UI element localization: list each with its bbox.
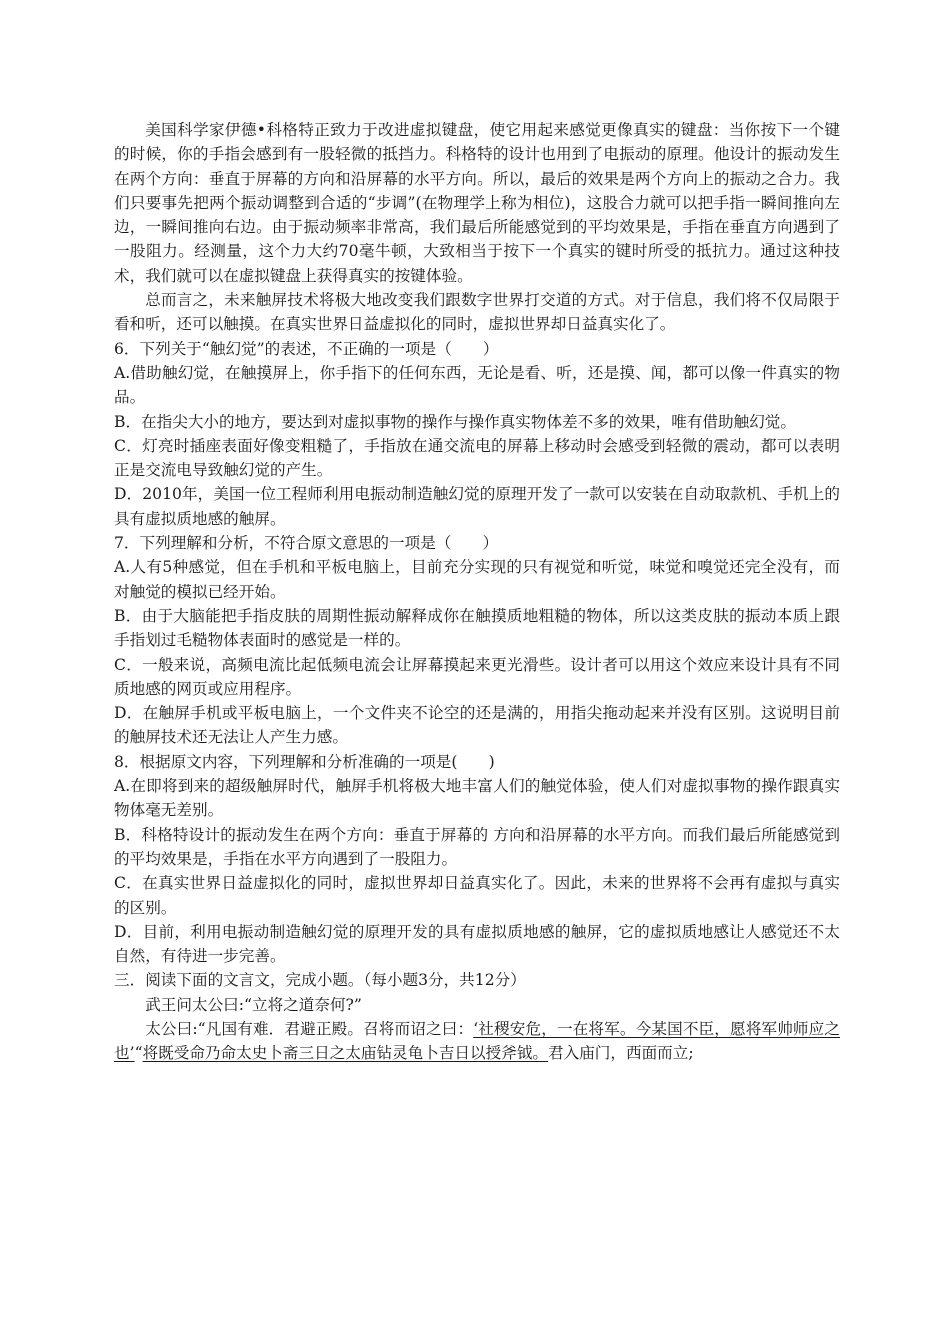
question-7 — [114, 531, 840, 750]
section-heading: 三．阅读下面的文言文，完成小题。（每小题3分，共12分） — [114, 971, 526, 990]
question-stem: 8．根据原文内容，下列理解和分析准确的一项是( ) — [114, 752, 495, 771]
option-c: C．一般来说，高频电流比起低频电流会让屏幕摸起来更光滑些。设计者可以用这个效应来设计具有不同质地感的网页或应用程序。 — [114, 655, 840, 698]
option-b: B．在指尖大小的地方，要达到对虚拟事物的操作与操作真实物体差不多的效果，唯有借助触幻觉。 — [114, 412, 796, 431]
classical-text-segment: 君入庙门，西面而立; — [548, 1044, 694, 1063]
underlined-sentence: 将既受命乃命太史卜斋三日之太庙钻灵龟卜吉日以授斧钺。 — [142, 1044, 548, 1063]
passage-paragraph: 总而言之，未来触屏技术将极大地改变我们跟数字世界打交道的方式。对于信息，我们将不仅局限于看和听，还可以触摸。在真实世界日益虚拟化的同时，虚拟世界却日益真实化了。 — [114, 291, 840, 334]
option-b: B．由于大脑能把手指皮肤的周期性振动解释成你在触摸质地粗糙的物体，所以这类皮肤的振动本质上跟手指划过毛糙物体表面时的感觉是一样的。 — [114, 606, 840, 650]
option-c: C．灯亮时插座表面好像变粗糙了，手指放在通交流电的屏幕上移动时会感受到轻微的震动，都可以表明正是交流电导致触幻觉的产生。 — [114, 436, 840, 480]
classical-text-segment: 太公曰:“凡国有难．君避正殿。召将而诏之曰： — [145, 1019, 474, 1038]
option-a: A.在即将到来的超级触屏时代，触屏手机将极大地丰富人们的触觉体验，使人们对虚拟事物的操作跟真实物体毫无差别。 — [114, 777, 840, 820]
question-8 — [114, 750, 840, 969]
option-d: D．目前，利用电振动制造触幻觉的原理开发的具有虚拟质地感的触屏，它的虚拟质地感让人感觉还不太自然，有待进一步完善。 — [114, 922, 840, 966]
option-a: A.借助触幻觉，在触摸屏上，你手指下的任何东西，无论是看、听，还是摸、闻，都可以像一件真实的物品。 — [114, 363, 840, 407]
option-a: A.人有5种感觉，但在手机和平板电脑上，目前充分实现的只有视觉和听觉，味觉和嗅觉还完全没有，而对触觉的模拟已经开始。 — [114, 558, 840, 601]
option-d: D．2010年，美国一位工程师利用电振动制造触幻觉的原理开发了一款可以安装在自动取款机、手机上的具有虚拟质地感的触屏。 — [114, 485, 840, 528]
underlined-sentence: ‘社稷安危，一在将军。今某国不臣，愿将军帅师应之也’ — [114, 1019, 840, 1063]
option-d: D．在触屏手机或平板电脑上，一个文件夹不论空的还是满的，用指尖拖动起来并没有区别。这说明目前的触屏技术还无法让人产生力感。 — [114, 704, 840, 747]
option-c: C．在真实世界日益虚拟化的同时，虚拟世界却日益真实化了。因此，未来的世界将不会再有虚拟与真实的区别。 — [114, 874, 840, 917]
document-page — [114, 118, 840, 1066]
passage-paragraph: 美国科学家伊德•科格特正致力于改进虚拟键盘，使它用起来感觉更像真实的键盘：当你按下一个键的时候，你的手指会感到有一股轻微的抵挡力。科格特的设计也用到了电振动的原理。他设计的振动发生在两个方向：垂直于屏幕的方向和沿屏幕的水平方向。所以，最后的效果是两个方向上的振动之合力。我们只要事先把两个振动调整到合适的“步调”(在物理学上称为相位)，这股合力就可以把手指一瞬间推向左边，一瞬间推向右边。由于振动频率非常高，我们最后所能感觉到的平均效果是，手指在垂直方向遇到了一股阻力。经测量，这个力大约70毫牛顿，大致相当于按下一个真实的键时所受的抵抗力。通过这种技术，我们就可以在虚拟键盘上获得真实的按键体验。 — [114, 121, 840, 285]
classical-text-segment: “ — [134, 1044, 143, 1063]
question-stem: 6．下列关于“触幻觉”的表述，不正确的一项是（ ） — [114, 339, 499, 358]
question-6 — [114, 337, 840, 531]
question-stem: 7．下列理解和分析，不符合原文意思的一项是（ ） — [114, 534, 499, 553]
classical-text-line: 武王问太公曰:“立将之道奈何?” — [145, 995, 362, 1014]
classical-text-line — [114, 1017, 840, 1066]
option-b: B．科格特设计的振动发生在两个方向：垂直于屏幕的 方向和沿屏幕的水平方向。而我们最后所能感觉到的平均效果是，手指在水平方向遇到了一股阻力。 — [114, 825, 840, 868]
